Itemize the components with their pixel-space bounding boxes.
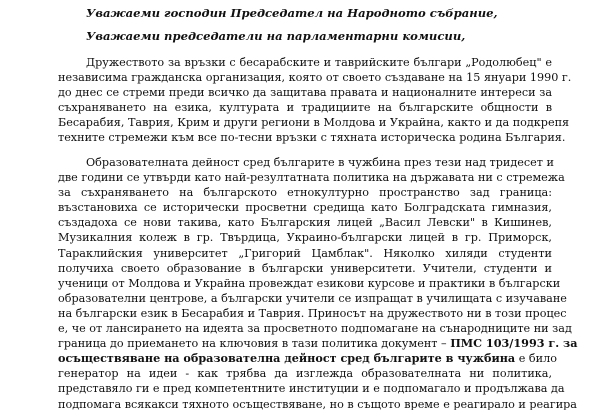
text-line: Бесарабия, Таврия, Крим и други региони в Молдова и Украйна, както и да подкрепя (58, 116, 570, 130)
text-line: образователни центрове, а български учители се изпращат в училищата с изучаване (58, 291, 567, 305)
text-line: независима гражданска организация, която от своето създаване на 15 януари 1990 г. (58, 71, 572, 85)
text-line: Музикалния колеж в гр. Твърдица, Украино-български лицей в гр. Приморск, (58, 231, 552, 245)
text-line: Дружеството за връзки с бесарабските и таврийските българи „Родолюбец" е (86, 56, 552, 69)
text-line: подпомага всякакси тяхното осъществяване, но в същото време е реагирало и реагира (58, 397, 577, 410)
text-line: съхраняването на езика, културата и традициите на българските общности в (58, 101, 552, 115)
decree-title: осъществяване на образователна дейност сред българите в чужбина (58, 351, 516, 366)
text-line: Образователната дейност сред българите в чужбина през тези над тридесет и (86, 156, 554, 169)
text-line: техните стремежи към все по-тесни връзки с тяхната историческа родина България. (58, 131, 566, 145)
text-line: Тараклийския университет „Григорий Цамблак". Няколко хиляди студенти (58, 246, 552, 260)
text-line: на български език в Бесарабия и Таврия. Приносът на дружеството ни в този процес (58, 306, 567, 320)
text-line: две години се утвърди като най-резултатната политика на държавата ни с стремежа (58, 171, 565, 185)
paragraph-education (58, 155, 578, 410)
decree-reference: ПМС 103/1993 г. за (450, 336, 578, 351)
text-line: получиха своето образование в български университети. Учители, студенти и (58, 261, 552, 275)
text-line: до днес се стреми преди всичко да защитава правата и националните интереси за (58, 86, 552, 100)
text-line (58, 336, 578, 351)
text-line: ученици от Молдова и Украйна провеждат езикови курсове и практики в български (58, 276, 561, 290)
paragraph-intro (58, 55, 572, 146)
text-line: за съхраняването на българското етнокултурно пространство зад граница: (58, 186, 552, 200)
text-line: генератор на идеи - как трябва да изглежда образователната ни политика, (58, 367, 552, 381)
salutation-committees: Уважаеми председатели на парламентарни комисии, (86, 29, 466, 43)
text-line: е, че от лансирането на идеята за просветното подпомагане на сънародниците ни зад (58, 322, 572, 336)
salutation-speaker: Уважаеми господин Председател на Народното събрание, (86, 6, 498, 20)
text-line (58, 351, 557, 366)
text-run: граница до приемането на ключовия в тази политика документ – (58, 337, 451, 351)
text-run: е било (515, 352, 557, 366)
text-line: създадоха се нови такива, като Българския лицей „Васил Левски" в Кишинев, (58, 216, 552, 230)
text-line: представяло ги е пред компетентните институции и е подпомагало и продължава да (58, 382, 565, 396)
text-line: възстановиха се исторически просветни средища като Болградската гимназия, (58, 201, 552, 215)
